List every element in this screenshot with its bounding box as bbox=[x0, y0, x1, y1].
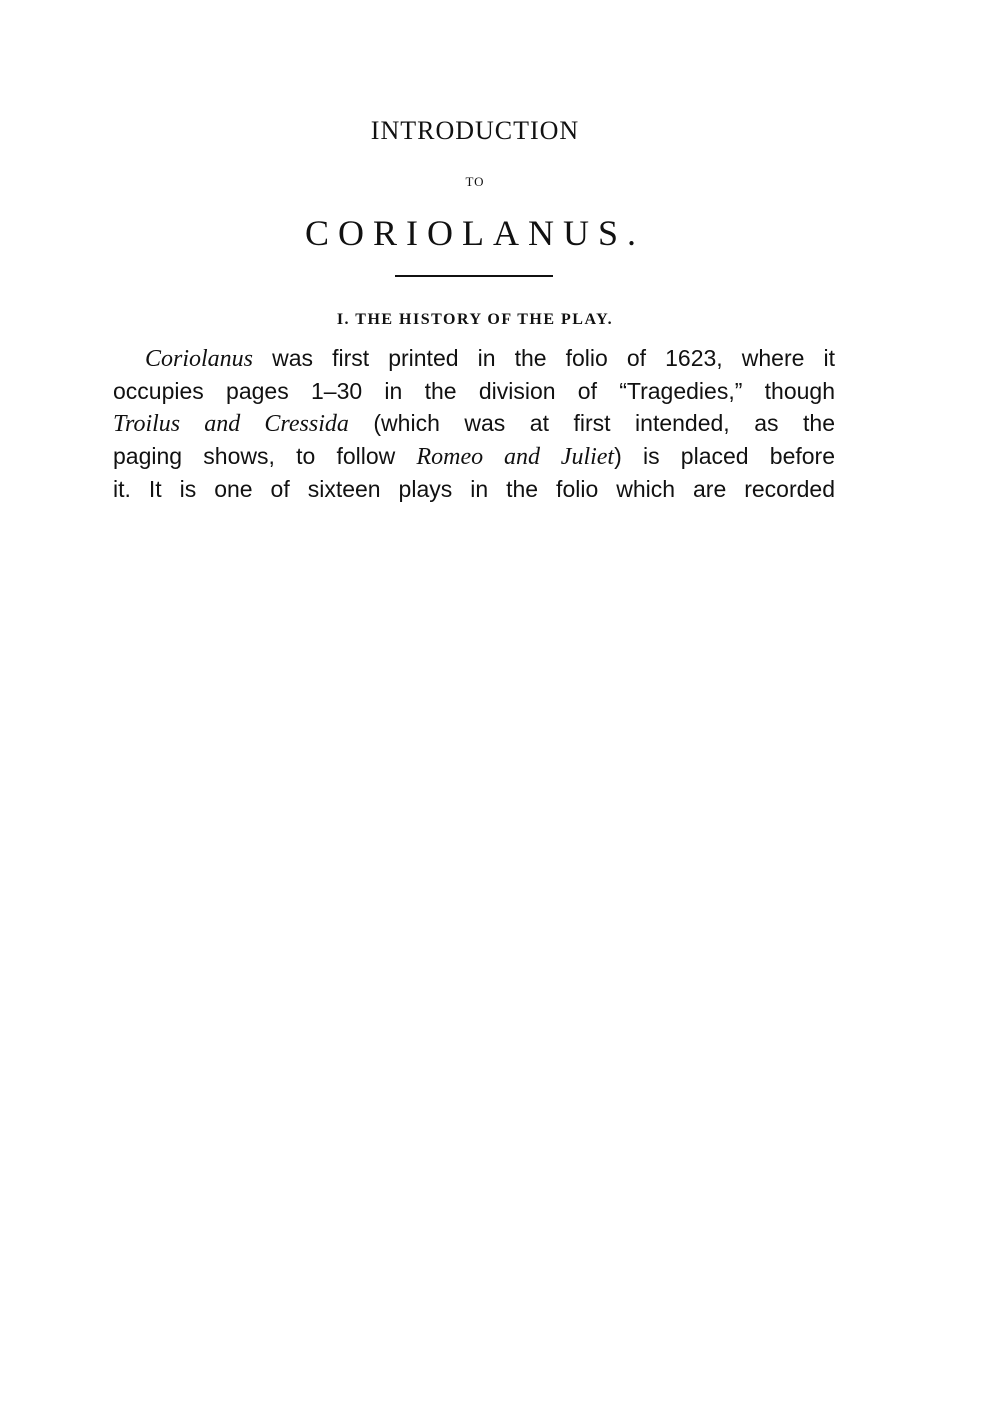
text-line-4 bbox=[113, 440, 835, 473]
italic-title-troilus: Troilus and Cressida bbox=[113, 411, 349, 437]
text-line-4-end: ) is placed before bbox=[614, 443, 836, 469]
italic-title-coriolanus: Coriolanus bbox=[145, 346, 254, 372]
title-rule bbox=[395, 275, 553, 277]
text-line-3-rest: (which was at first intended, as the bbox=[348, 410, 836, 436]
text-line-1-rest: was first printed in the folio of 1623, where it bbox=[253, 345, 835, 371]
text-line-5: it. It is one of sixteen plays in the folio which are recorded bbox=[113, 476, 835, 502]
text-line-4-start: paging shows, to follow bbox=[113, 443, 417, 469]
body-paragraph bbox=[113, 342, 835, 505]
page-title: CORIOLANUS. bbox=[304, 213, 645, 253]
heading-introduction: INTRODUCTION bbox=[370, 116, 580, 145]
italic-title-romeo: Romeo and Juliet bbox=[416, 444, 615, 470]
heading-to: TO bbox=[465, 174, 485, 189]
text-line-1 bbox=[113, 342, 835, 375]
text-line-3 bbox=[113, 407, 835, 440]
section-heading: I. THE HISTORY OF THE PLAY. bbox=[336, 311, 614, 328]
text-line-2: occupies pages 1–30 in the division of “Tragedies,” though bbox=[113, 378, 835, 404]
